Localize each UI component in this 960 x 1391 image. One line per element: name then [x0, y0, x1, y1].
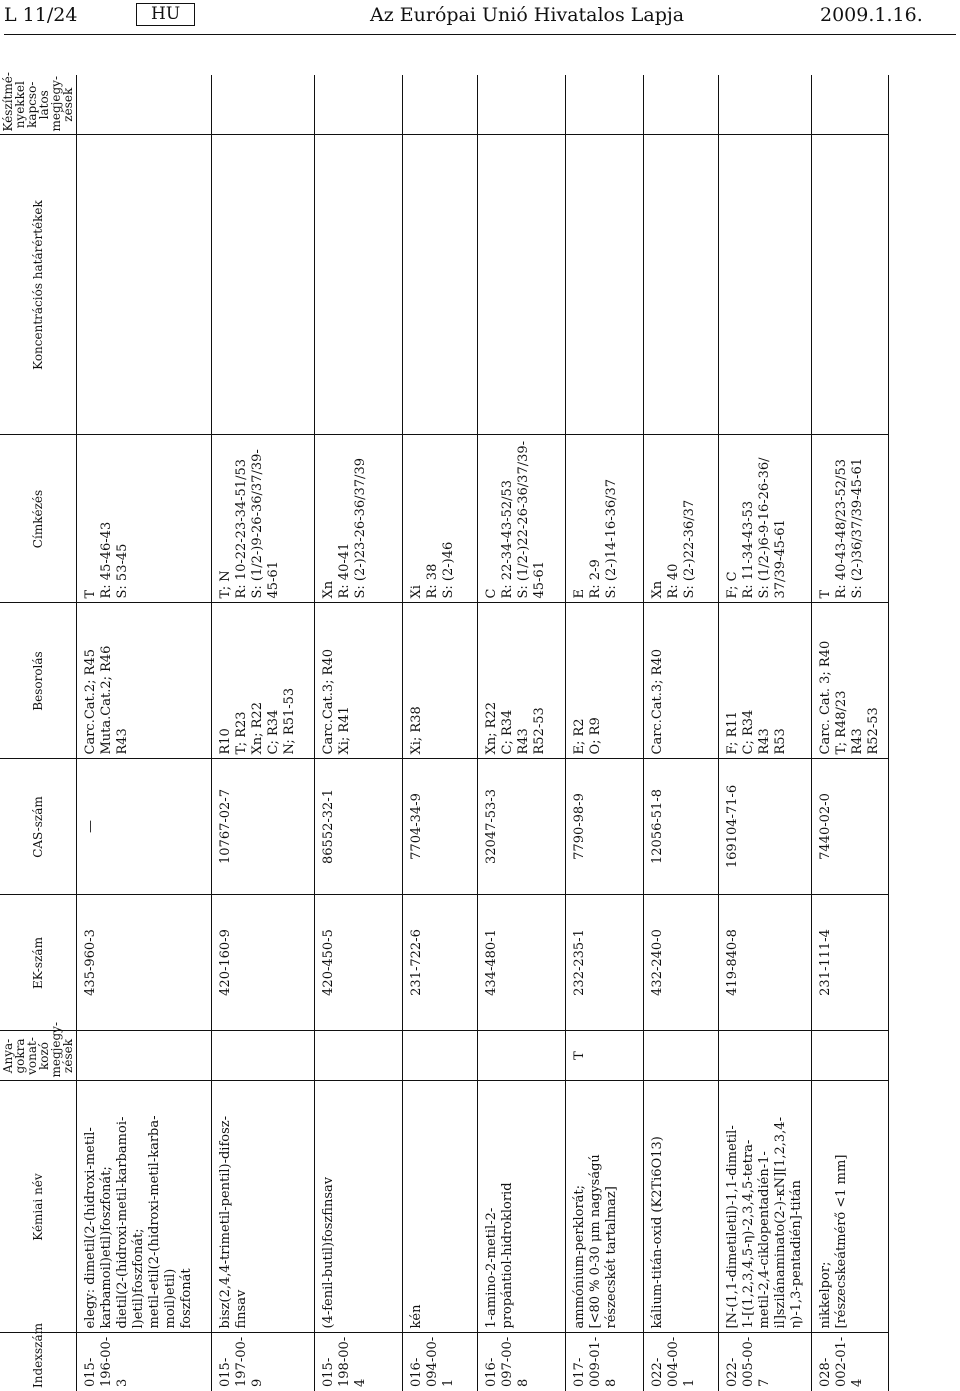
cell-besorolas	[212, 603, 315, 759]
cell-line: 37/39-45-61	[773, 519, 788, 599]
cell-line: 45-61	[532, 561, 547, 599]
cell-line: Carc.Cat.3; R40	[650, 649, 665, 755]
journal-title: Az Európai Unió Hivatalos Lapja	[370, 4, 685, 26]
cell-cimkezes	[566, 435, 644, 603]
cell-line: kén	[409, 1304, 424, 1329]
cell-line: T	[818, 589, 833, 599]
cell-besorolas	[478, 603, 566, 759]
cell-besorolas	[403, 603, 478, 759]
cell-ek: 434-480-1	[478, 895, 566, 1031]
cell-line: η)-1,3-pentadién]-titán	[789, 1180, 804, 1329]
cell-index: 015-196-00-3	[77, 1333, 212, 1391]
header-rule	[4, 34, 956, 35]
cell-name	[478, 1081, 566, 1333]
cell-cimkezes	[478, 435, 566, 603]
cell-koncentracio	[403, 135, 478, 435]
cell-line: R10	[218, 728, 233, 755]
cell-keszitmeny	[478, 75, 566, 135]
cell-cimkezes	[644, 435, 719, 603]
cell-cas: 32047-53-3	[478, 759, 566, 895]
cell-line: részecskét tartalmaz]	[604, 1186, 619, 1329]
publication-date: 2009.1.16.	[820, 4, 923, 26]
cell-index: 028-002-01-4	[812, 1333, 889, 1391]
cell-line: O; R9	[588, 717, 603, 755]
cell-note	[77, 1031, 212, 1081]
cell-line: moil)etil)	[163, 1268, 178, 1329]
cell-line: R52-53	[532, 707, 547, 755]
cell-line: F; C	[725, 571, 740, 599]
cell-koncentracio	[478, 135, 566, 435]
cell-index: 016-094-00-1	[403, 1333, 478, 1391]
cell-note	[478, 1031, 566, 1081]
col-header-name: Kémiai név	[0, 1081, 77, 1333]
cell-cas: —	[77, 759, 212, 895]
cell-line: [N-(1,1-dimetiletil)-1,1-dimetil-	[725, 1125, 740, 1329]
cell-index: 022-004-00-1	[644, 1333, 719, 1391]
cell-koncentracio	[812, 135, 889, 435]
table-row	[812, 75, 889, 1391]
cell-besorolas	[77, 603, 212, 759]
cell-koncentracio	[644, 135, 719, 435]
cell-cas: 7440-02-0	[812, 759, 889, 895]
cell-line: S: (1/2-)6-9-16-26-36/	[757, 457, 772, 599]
cell-line: metil-2,4-ciklopentadién-1-	[757, 1151, 772, 1329]
cell-line: T	[83, 589, 98, 599]
cell-line: Carc.Cat.3; R40	[321, 649, 336, 755]
col-header-index: Indexszám	[0, 1333, 77, 1391]
cell-line: R: 10-22-23-34-51/53	[234, 458, 249, 599]
cell-besorolas	[566, 603, 644, 759]
cell-line: Xi	[409, 585, 424, 599]
cell-line: elegy: dimetil(2-(hidroxi-metil-	[83, 1127, 98, 1329]
col-header-ek: EK-szám	[0, 895, 77, 1031]
cell-note	[644, 1031, 719, 1081]
cell-besorolas	[812, 603, 889, 759]
cell-name	[812, 1081, 889, 1333]
cell-cimkezes	[403, 435, 478, 603]
cell-line: E; R2	[572, 718, 587, 755]
cell-keszitmeny	[77, 75, 212, 135]
cell-cas: 7704-34-9	[403, 759, 478, 895]
cell-name	[403, 1081, 478, 1333]
cell-line: R: 40-41	[337, 542, 352, 599]
cell-line: foszfonát	[179, 1268, 194, 1329]
cell-ek: 231-111-4	[812, 895, 889, 1031]
cell-ek: 232-235-1	[566, 895, 644, 1031]
cell-line: R43	[850, 728, 865, 755]
cell-koncentracio	[566, 135, 644, 435]
cell-cas: 7790-98-9	[566, 759, 644, 895]
cell-keszitmeny	[719, 75, 812, 135]
cell-line: C; R34	[741, 709, 756, 755]
cell-ek: 231-722-6	[403, 895, 478, 1031]
col-header-cimkezes: Címkézés	[0, 435, 77, 603]
cell-ek: 420-160-9	[212, 895, 315, 1031]
cell-note: T	[566, 1031, 644, 1081]
cell-ek: 420-450-5	[315, 895, 403, 1031]
cell-line: Xi; R38	[409, 706, 424, 755]
cell-name	[644, 1081, 719, 1333]
cell-line: karbamoil)etil)foszfonát;	[99, 1166, 114, 1329]
cell-line: F; R11	[725, 711, 740, 755]
cell-koncentracio	[212, 135, 315, 435]
cell-line: R: 40-43-48/23-52/53	[834, 459, 849, 599]
substance-table	[0, 72, 889, 1391]
cell-line: T; N	[218, 570, 233, 599]
cell-line: E	[572, 589, 587, 599]
cell-note	[212, 1031, 315, 1081]
cell-line: nikkelpor;	[818, 1261, 833, 1329]
cell-line: S: (2-)36/37/39-45-61	[850, 458, 865, 599]
col-header-keszitmeny: Készítmé-nyekkel kapcso-latos megjegy-zések	[0, 75, 77, 135]
cell-keszitmeny	[566, 75, 644, 135]
cell-cimkezes	[315, 435, 403, 603]
cell-index: 022-005-00-7	[719, 1333, 812, 1391]
cell-line: il]szilánaminato(2-)-κN][1,2,3,4-	[773, 1117, 788, 1329]
cell-line: S: (2-)46	[441, 541, 456, 599]
cell-note	[315, 1031, 403, 1081]
cell-name	[212, 1081, 315, 1333]
cell-ek: 435-960-3	[77, 895, 212, 1031]
cell-besorolas	[719, 603, 812, 759]
cell-cimkezes	[77, 435, 212, 603]
cell-line: 1-amino-2-metil-2-	[484, 1207, 499, 1329]
col-header-koncentracio: Koncentrációs határértékek	[0, 135, 77, 435]
cell-keszitmeny	[644, 75, 719, 135]
cell-line: S: (1/2-)9-26-36/37/39-	[250, 449, 265, 599]
table-header-row	[0, 75, 77, 1391]
cell-line: R43	[115, 728, 130, 755]
cell-name	[315, 1081, 403, 1333]
cell-line: Carc.Cat.2; R45	[83, 649, 98, 755]
cell-koncentracio	[77, 135, 212, 435]
cell-line: finsav	[234, 1289, 249, 1329]
cell-line: 45-61	[266, 561, 281, 599]
table-row	[719, 75, 812, 1391]
cell-line: R52-53	[866, 707, 881, 755]
cell-cas: 10767-02-7	[212, 759, 315, 895]
cell-cas: 12056-51-8	[644, 759, 719, 895]
cell-line: R43	[516, 728, 531, 755]
cell-line: Xi; R41	[337, 706, 352, 755]
cell-note	[812, 1031, 889, 1081]
cell-cimkezes	[212, 435, 315, 603]
cell-line: Xn; R22	[250, 702, 265, 755]
cell-besorolas	[315, 603, 403, 759]
cell-line: ammónium-perklorát;	[572, 1184, 587, 1329]
cell-note	[719, 1031, 812, 1081]
cell-cas: 169104-71-6	[719, 759, 812, 895]
cell-line: propántiol-hidroklorid	[500, 1182, 515, 1329]
cell-cimkezes	[719, 435, 812, 603]
cell-line: S: (2-)22-36/37	[682, 499, 697, 599]
cell-line: 1-[(1,2,3,4,5-η)-2,3,4,5-tetra-	[741, 1139, 756, 1329]
cell-keszitmeny	[812, 75, 889, 135]
language-code: HU	[136, 3, 195, 26]
cell-line: R: 2-9	[588, 559, 603, 599]
cell-line: metil-etil(2-(hidroxi-metil-karba-	[147, 1115, 162, 1329]
cell-line: Xn	[650, 580, 665, 599]
cell-line: R43	[757, 728, 772, 755]
cell-line: R: 22-34-43-52/53	[500, 479, 515, 599]
cell-besorolas	[644, 603, 719, 759]
page-header	[0, 0, 960, 34]
cell-line: Xn	[321, 580, 336, 599]
cell-line: l)etil)foszfonát;	[131, 1228, 146, 1329]
cell-line: Muta.Cat.2; R46	[99, 645, 114, 755]
cell-name	[566, 1081, 644, 1333]
cell-line: T; R23	[234, 711, 249, 755]
cell-line: dietil(2-(hidroxi-metil-karbamoi-	[115, 1116, 130, 1329]
cell-keszitmeny	[212, 75, 315, 135]
cell-note	[403, 1031, 478, 1081]
cell-line: T; R48/23	[834, 690, 849, 755]
cell-index: 015-198-00-4	[315, 1333, 403, 1391]
table-row	[566, 75, 644, 1391]
cell-line: S: (1/2-)22-26-36/37/39-	[516, 440, 531, 599]
table-row	[644, 75, 719, 1391]
cell-index: 017-009-01-8	[566, 1333, 644, 1391]
cell-ek: 432-240-0	[644, 895, 719, 1031]
col-header-besorolas: Besorolás	[0, 603, 77, 759]
cell-keszitmeny	[403, 75, 478, 135]
cell-line: C; R34	[266, 709, 281, 755]
cell-line: N; R51-53	[282, 687, 297, 755]
cell-koncentracio	[719, 135, 812, 435]
cell-line: R: 38	[425, 563, 440, 599]
cell-cimkezes	[812, 435, 889, 603]
cell-line: C	[484, 588, 499, 599]
cell-name	[719, 1081, 812, 1333]
cell-index: 016-097-00-8	[478, 1333, 566, 1391]
cell-line: bisz(2,4,4-trimetil-pentil)-difosz-	[218, 1115, 233, 1329]
cell-ek: 419-840-8	[719, 895, 812, 1031]
table-row	[403, 75, 478, 1391]
table-row	[478, 75, 566, 1391]
rotated-table-container	[0, 72, 956, 1391]
cell-line: R: 11-34-43-53	[741, 500, 756, 599]
cell-line: S: (2-)14-16-36/37	[604, 478, 619, 599]
cell-line: S: 53-45	[115, 543, 130, 599]
cell-line: (4-fenil-butil)foszfinsav	[321, 1176, 336, 1329]
cell-keszitmeny	[315, 75, 403, 135]
cell-koncentracio	[315, 135, 403, 435]
cell-line: Xn; R22	[484, 702, 499, 755]
cell-cas: 86552-32-1	[315, 759, 403, 895]
cell-line: [részecskeátmérő <1 mm]	[834, 1154, 849, 1329]
cell-name	[77, 1081, 212, 1333]
cell-line: R53	[773, 728, 788, 755]
table-row	[212, 75, 315, 1391]
col-header-note: Anya-gokra vonat-kozó megjegy-zések	[0, 1031, 77, 1081]
cell-index: 015-197-00-9	[212, 1333, 315, 1391]
cell-line: [<80 % 0-30 μm nagyságú	[588, 1154, 603, 1329]
cell-line: S: (2-)23-26-36/37/39	[353, 458, 368, 599]
col-header-cas: CAS-szám	[0, 759, 77, 895]
table-row	[77, 75, 212, 1391]
table-row	[315, 75, 403, 1391]
cell-line: kálium-titán-oxid (K2Ti6O13)	[650, 1136, 665, 1329]
cell-line: R: 40	[666, 563, 681, 599]
page-reference: L 11/24	[4, 4, 78, 26]
cell-line: C; R34	[500, 709, 515, 755]
cell-line: R: 45-46-43	[99, 521, 114, 599]
cell-line: Carc. Cat. 3; R40	[818, 640, 833, 755]
